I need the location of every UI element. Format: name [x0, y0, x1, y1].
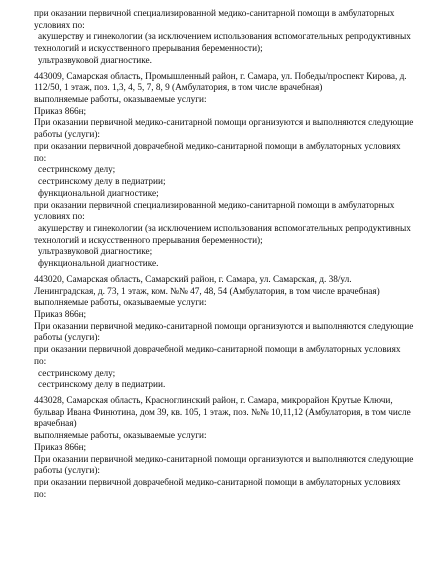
text-line: по:	[34, 154, 47, 164]
text-line: функциональной диагностике;	[38, 189, 159, 199]
text-line: технологий и искусственного прерывания беременности);	[34, 44, 263, 54]
text-line: работы (услуги):	[34, 333, 100, 343]
text-line: Приказ 866н;	[34, 107, 87, 117]
text-line: 443009, Самарская область, Промышленный район, г. Самара, ул. Победы/проспект Кирова, д.	[34, 72, 407, 82]
text-line: 443028, Самарская область, Красноглинский район, г. Самара, микрорайон Крутые Ключи,	[34, 396, 393, 406]
text-line: по:	[34, 357, 47, 367]
text-line: акушерству и гинекологии (за исключением использования вспомогательных репродуктивных	[38, 224, 411, 234]
text-line: функциональной диагностике.	[38, 259, 159, 269]
text-line: ультразвуковой диагностике.	[38, 56, 152, 66]
text-line: работы (услуги):	[34, 130, 100, 140]
text-line: выполняемые работы, оказываемые услуги:	[34, 298, 207, 308]
text-line: сестринскому делу в педиатрии;	[38, 177, 166, 187]
text-line: бульвар Ивана Финютина, дом 39, кв. 105, 1 этаж, поз. №№ 10,11,12 (Амбулатория, в том числе	[34, 408, 411, 418]
text-line: врачебная)	[34, 419, 77, 429]
text-line: При оказании первичной медико-санитарной помощи организуются и выполняются следующие	[34, 455, 414, 465]
text-line: при оказании первичной доврачебной медико-санитарной помощи в амбулаторных условиях	[34, 345, 401, 355]
text-line: при оказании первичной доврачебной медико-санитарной помощи в амбулаторных условиях	[34, 478, 401, 488]
text-line: при оказании первичной специализированной медико-санитарной помощи в амбулаторных	[34, 9, 395, 19]
text-line: ультразвуковой диагностике;	[38, 247, 153, 257]
text-line: выполняемые работы, оказываемые услуги:	[34, 431, 207, 441]
text-line: условиях по:	[34, 21, 85, 31]
text-line: сестринскому делу в педиатрии.	[38, 380, 166, 390]
text-line: акушерству и гинекологии (за исключением использования вспомогательных репродуктивных	[38, 32, 411, 42]
text-line: 443020, Самарская область, Самарский район, г. Самара, ул. Самарская, д. 38/ул.	[34, 275, 352, 285]
text-line: сестринскому делу;	[38, 369, 116, 379]
text-line: Приказ 866н;	[34, 443, 87, 453]
text-line: Ленинградская, д. 73, 1 этаж, ком. №№ 47, 48, 54 (Амбулатория, в том числе врачебная)	[34, 287, 380, 297]
text-line: при оказании первичной специализированной медико-санитарной помощи в амбулаторных	[34, 201, 395, 211]
text-line: по:	[34, 490, 47, 500]
text-line: 112/50, 1 этаж, поз. 1,3, 4, 5, 7, 8, 9 (Амбулатория, в том числе врачебная)	[34, 83, 323, 93]
text-line: При оказании первичной медико-санитарной помощи организуются и выполняются следующие	[34, 322, 414, 332]
text-line: условиях по:	[34, 212, 85, 222]
text-line: сестринскому делу;	[38, 165, 116, 175]
text-line: работы (услуги):	[34, 466, 100, 476]
text-line: выполняемые работы, оказываемые услуги:	[34, 95, 207, 105]
text-line: при оказании первичной доврачебной медико-санитарной помощи в амбулаторных условиях	[34, 142, 401, 152]
text-line: технологий и искусственного прерывания беременности);	[34, 236, 263, 246]
text-line: Приказ 866н;	[34, 310, 87, 320]
text-line: При оказании первичной медико-санитарной помощи организуются и выполняются следующие	[34, 118, 414, 128]
